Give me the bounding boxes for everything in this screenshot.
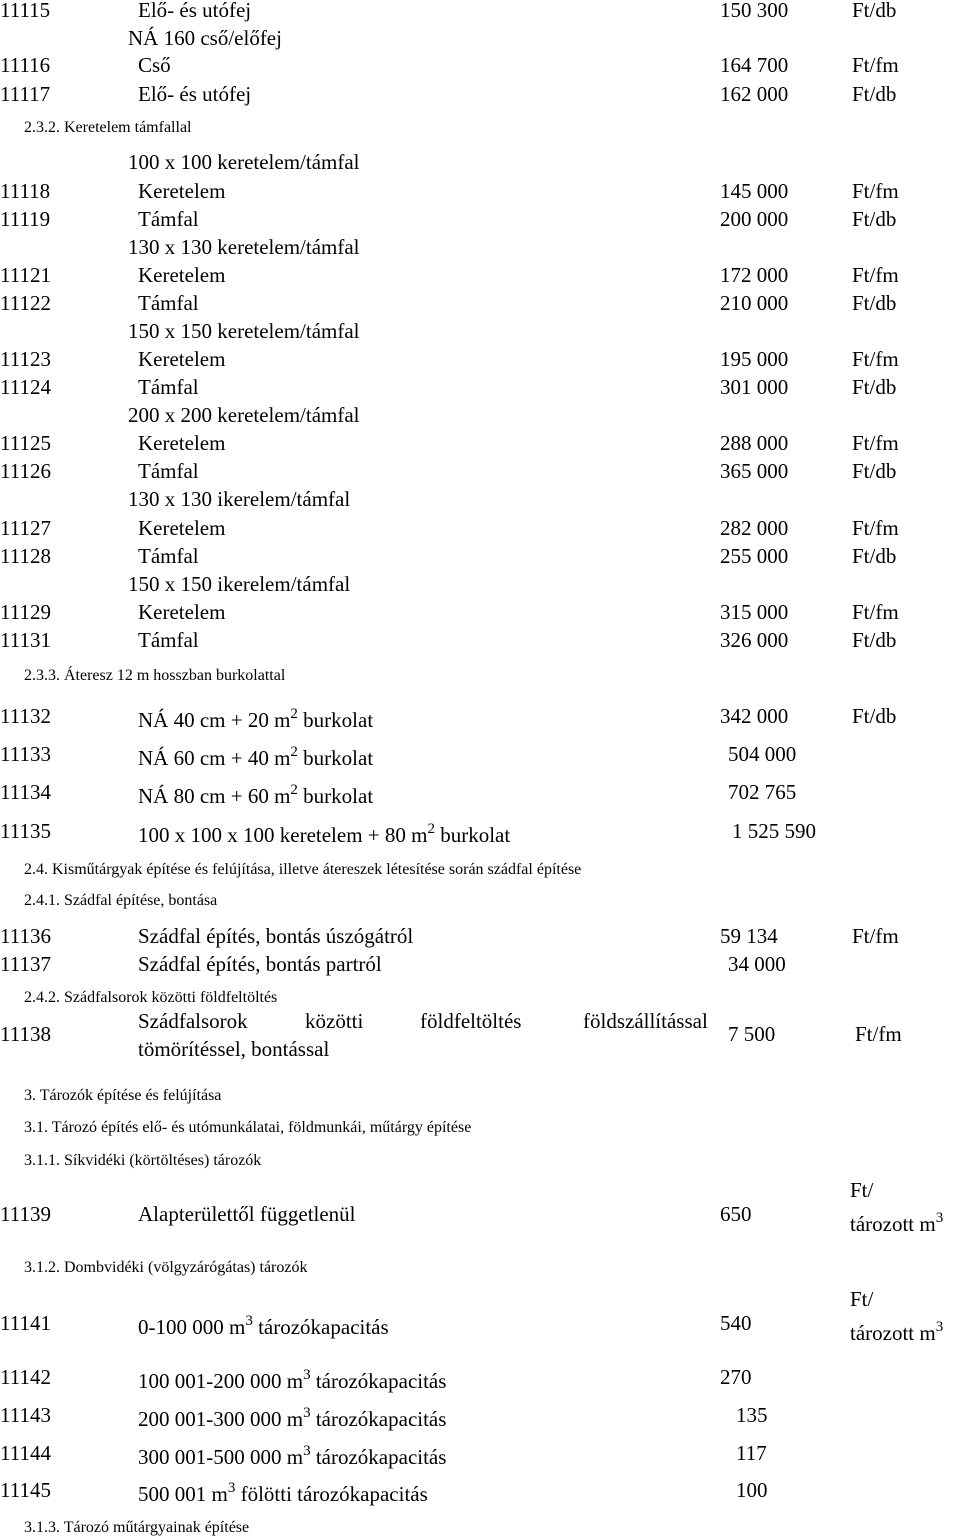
item-price: 200 000 bbox=[720, 207, 789, 231]
item-code: 11142 bbox=[0, 1365, 51, 1389]
item-price: 135 bbox=[736, 1403, 768, 1427]
text-part: NÁ 40 cm + 20 m bbox=[138, 708, 291, 732]
item-description-word: közötti bbox=[305, 1009, 364, 1033]
item-price: 172 000 bbox=[720, 263, 789, 287]
item-price: 270 bbox=[720, 1365, 752, 1389]
item-code: 11143 bbox=[0, 1403, 51, 1427]
text-part: tározókapacitás bbox=[310, 1445, 447, 1469]
item-unit: Ft/db bbox=[852, 704, 897, 728]
item-unit: Ft/db bbox=[852, 544, 897, 568]
text-part: burkolat bbox=[297, 708, 374, 732]
item-price: 288 000 bbox=[720, 431, 789, 455]
item-code: 11131 bbox=[0, 628, 51, 652]
text-part: NÁ 60 cm + 40 m bbox=[138, 746, 291, 770]
item-unit: Ft/fm bbox=[852, 53, 899, 77]
item-unit: Ft/db bbox=[852, 375, 897, 399]
item-price: 150 300 bbox=[720, 0, 789, 22]
item-price: 650 bbox=[720, 1202, 752, 1226]
section-heading: 2.3.2. Keretelem támfallal bbox=[24, 119, 192, 136]
text-part: 100 x 100 x 100 keretelem + 80 m bbox=[138, 823, 428, 847]
item-code: 11121 bbox=[0, 263, 51, 287]
item-description bbox=[138, 1367, 447, 1393]
item-code: 11115 bbox=[0, 0, 51, 22]
item-code: 11136 bbox=[0, 924, 51, 948]
item-price: 255 000 bbox=[720, 544, 789, 568]
item-code: 11129 bbox=[0, 600, 51, 624]
item-code: 11132 bbox=[0, 704, 51, 728]
superscript: 2 bbox=[427, 821, 435, 837]
item-description bbox=[138, 1443, 447, 1469]
superscript: 2 bbox=[290, 706, 298, 722]
item-unit: Ft/db bbox=[852, 628, 897, 652]
item-description bbox=[138, 821, 511, 847]
section-heading: 2.4. Kisműtárgyak építése és felújítása, illetve átereszek létesítése során szádfal építése bbox=[24, 861, 582, 878]
section-heading: 2.3.3. Áteresz 12 m hosszban burkolattal bbox=[24, 667, 286, 684]
item-price: 282 000 bbox=[720, 516, 789, 540]
item-code: 11128 bbox=[0, 544, 51, 568]
item-price: 504 000 bbox=[728, 742, 797, 766]
item-unit: Ft/ bbox=[850, 1287, 874, 1311]
item-description: Keretelem bbox=[138, 179, 226, 203]
item-description bbox=[138, 1480, 428, 1506]
item-unit: Ft/db bbox=[852, 459, 897, 483]
item-description: Keretelem bbox=[138, 347, 226, 371]
superscript: 3 bbox=[303, 1443, 311, 1459]
text-part: tározókapacitás bbox=[252, 1315, 389, 1339]
item-description-line2: tömörítéssel, bontással bbox=[138, 1037, 330, 1061]
item-code: 11119 bbox=[0, 207, 51, 231]
item-code: 11127 bbox=[0, 516, 51, 540]
item-price: 34 000 bbox=[728, 952, 786, 976]
superscript: 2 bbox=[290, 782, 298, 798]
item-price: 7 500 bbox=[728, 1022, 776, 1046]
item-description: Támfal bbox=[138, 544, 199, 568]
item-description-word: földfeltöltés bbox=[420, 1009, 522, 1033]
group-subheading: 150 x 150 keretelem/támfal bbox=[128, 319, 360, 343]
item-description: Keretelem bbox=[138, 263, 226, 287]
item-code: 11126 bbox=[0, 459, 51, 483]
item-description bbox=[138, 706, 374, 732]
item-code: 11144 bbox=[0, 1441, 51, 1465]
group-subheading: 200 x 200 keretelem/támfal bbox=[128, 403, 360, 427]
item-price: 162 000 bbox=[720, 82, 789, 106]
item-description: Támfal bbox=[138, 459, 199, 483]
item-price: 315 000 bbox=[720, 600, 789, 624]
item-unit: Ft/db bbox=[852, 0, 897, 22]
item-price: 195 000 bbox=[720, 347, 789, 371]
item-price: 702 765 bbox=[728, 780, 797, 804]
section-heading: 3.1. Tározó építés elő- és utómunkálatai, földmunkái, műtárgy építése bbox=[24, 1119, 472, 1136]
item-code: 11123 bbox=[0, 347, 51, 371]
item-code: 11137 bbox=[0, 952, 51, 976]
item-code: 11138 bbox=[0, 1022, 51, 1046]
item-unit: Ft/ bbox=[850, 1178, 874, 1202]
item-description: Alapterülettől függetlenül bbox=[138, 1202, 356, 1226]
section-heading: 3.1.2. Dombvidéki (völgyzárógátas) tározók bbox=[24, 1259, 308, 1276]
item-description bbox=[138, 1313, 389, 1339]
item-description-word: földszállítással bbox=[583, 1009, 708, 1033]
item-price: 117 bbox=[736, 1441, 767, 1465]
item-description-word: Szádfalsorok bbox=[138, 1009, 248, 1033]
superscript: 3 bbox=[303, 1367, 311, 1383]
text-part: burkolat bbox=[297, 746, 374, 770]
item-description: Keretelem bbox=[138, 600, 226, 624]
group-subheading: 100 x 100 keretelem/támfal bbox=[128, 150, 360, 174]
item-code: 11117 bbox=[0, 82, 51, 106]
text-part: 100 001-200 000 m bbox=[138, 1369, 304, 1393]
item-unit: Ft/fm bbox=[852, 263, 899, 287]
item-price: 326 000 bbox=[720, 628, 789, 652]
section-heading: 2.4.1. Szádfal építése, bontása bbox=[24, 892, 218, 909]
group-subheading: 150 x 150 ikerelem/támfal bbox=[128, 572, 351, 596]
text-part: 300 001-500 000 m bbox=[138, 1445, 304, 1469]
item-price: 59 134 bbox=[720, 924, 778, 948]
superscript: 3 bbox=[935, 1319, 944, 1335]
item-description: Elő- és utófej bbox=[138, 82, 252, 106]
section-heading: 3. Tározók építése és felújítása bbox=[24, 1087, 222, 1104]
item-unit-line2 bbox=[850, 1319, 944, 1345]
section-heading: 3.1.1. Síkvidéki (körtöltéses) tározók bbox=[24, 1152, 262, 1169]
item-description: Cső bbox=[138, 53, 171, 77]
section-heading: 3.1.3. Tározó műtárgyainak építése bbox=[24, 1519, 250, 1536]
superscript: 3 bbox=[303, 1405, 311, 1421]
text-part: 0-100 000 m bbox=[138, 1315, 246, 1339]
item-code: 11135 bbox=[0, 819, 51, 843]
item-description: Keretelem bbox=[138, 516, 226, 540]
item-price: 164 700 bbox=[720, 53, 789, 77]
item-unit: Ft/db bbox=[852, 291, 897, 315]
item-description: Keretelem bbox=[138, 431, 226, 455]
item-description: Támfal bbox=[138, 291, 199, 315]
item-price: 540 bbox=[720, 1311, 752, 1335]
text-part: 500 001 m bbox=[138, 1482, 228, 1506]
item-unit: Ft/fm bbox=[852, 431, 899, 455]
superscript: 3 bbox=[935, 1210, 944, 1226]
item-price: 301 000 bbox=[720, 375, 789, 399]
text-part: fölötti tározókapacitás bbox=[235, 1482, 428, 1506]
item-description: Szádfal építés, bontás úszógátról bbox=[138, 924, 414, 948]
item-unit: Ft/fm bbox=[852, 516, 899, 540]
text-part: burkolat bbox=[434, 823, 511, 847]
item-unit: Ft/db bbox=[852, 82, 897, 106]
text-part: 200 001-300 000 m bbox=[138, 1407, 304, 1431]
item-unit-line2 bbox=[850, 1210, 944, 1236]
item-description: Támfal bbox=[138, 628, 199, 652]
group-subheading: 130 x 130 keretelem/támfal bbox=[128, 235, 360, 259]
item-code: 11139 bbox=[0, 1202, 51, 1226]
item-code: 11134 bbox=[0, 780, 51, 804]
item-description bbox=[138, 782, 374, 808]
item-code: 11125 bbox=[0, 431, 51, 455]
text-part: NÁ 80 cm + 60 m bbox=[138, 784, 291, 808]
text-part: tározott m bbox=[850, 1321, 936, 1345]
item-price: 1 525 590 bbox=[732, 819, 816, 843]
item-price: 342 000 bbox=[720, 704, 789, 728]
text-part: tározókapacitás bbox=[310, 1369, 447, 1393]
item-code: 11122 bbox=[0, 291, 51, 315]
text-part: tározókapacitás bbox=[310, 1407, 447, 1431]
item-description bbox=[138, 744, 374, 770]
item-price: 365 000 bbox=[720, 459, 789, 483]
text-part: burkolat bbox=[297, 784, 374, 808]
item-code: 11124 bbox=[0, 375, 51, 399]
item-code: 11118 bbox=[0, 179, 51, 203]
item-description bbox=[138, 1405, 447, 1431]
group-subheading: NÁ 160 cső/előfej bbox=[128, 26, 282, 50]
text-part: tározott m bbox=[850, 1212, 936, 1236]
item-code: 11141 bbox=[0, 1311, 51, 1335]
item-code: 11116 bbox=[0, 53, 51, 77]
item-code: 11145 bbox=[0, 1478, 51, 1502]
superscript: 3 bbox=[245, 1313, 253, 1329]
item-unit: Ft/fm bbox=[852, 924, 899, 948]
item-price: 145 000 bbox=[720, 179, 789, 203]
item-unit: Ft/fm bbox=[852, 600, 899, 624]
item-price: 100 bbox=[736, 1478, 768, 1502]
item-unit: Ft/fm bbox=[855, 1022, 902, 1046]
item-description: Elő- és utófej bbox=[138, 0, 252, 22]
group-subheading: 130 x 130 ikerelem/támfal bbox=[128, 487, 351, 511]
item-description: Támfal bbox=[138, 375, 199, 399]
section-heading: 2.4.2. Szádfalsorok közötti földfeltöltés bbox=[24, 989, 278, 1006]
item-description: Szádfal építés, bontás partról bbox=[138, 952, 382, 976]
item-unit: Ft/db bbox=[852, 207, 897, 231]
item-unit: Ft/fm bbox=[852, 179, 899, 203]
superscript: 2 bbox=[290, 744, 298, 760]
item-unit: Ft/fm bbox=[852, 347, 899, 371]
superscript: 3 bbox=[227, 1480, 236, 1496]
item-price: 210 000 bbox=[720, 291, 789, 315]
item-description: Támfal bbox=[138, 207, 199, 231]
item-code: 11133 bbox=[0, 742, 51, 766]
